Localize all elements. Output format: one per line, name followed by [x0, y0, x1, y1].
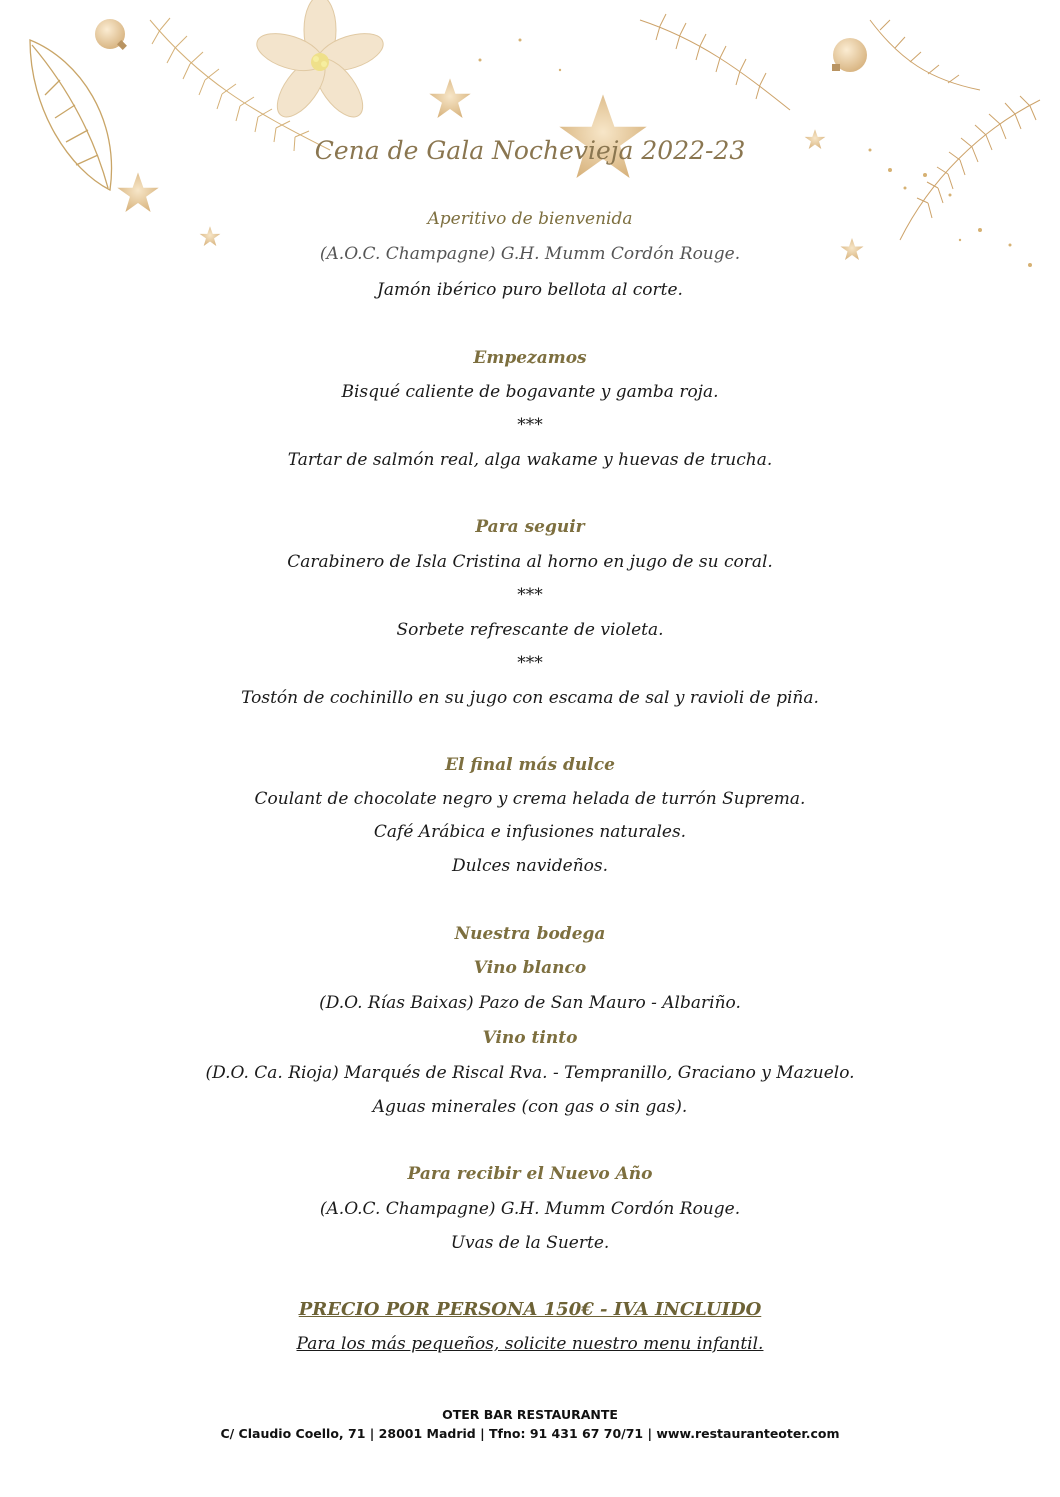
menu-item: Carabinero de Isla Cristina al horno en jugo de su coral.	[287, 552, 773, 572]
subheading-vino-tinto: Vino tinto	[482, 1028, 578, 1048]
menu-item: Uvas de la Suerte.	[450, 1233, 610, 1253]
section-heading-bodega: Nuestra bodega	[454, 924, 606, 944]
separator: ***	[517, 585, 543, 605]
menu-item: Tostón de cochinillo en su jugo con escama de sal y ravioli de piña.	[241, 688, 819, 708]
section-heading-aperitivo: Aperitivo de bienvenida	[427, 209, 633, 229]
menu-item: Bisqué caliente de bogavante y gamba roja.	[341, 382, 719, 402]
menu-item: Dulces navideños.	[451, 856, 609, 876]
star-icon	[117, 78, 863, 260]
subheading-vino-blanco: Vino blanco	[473, 958, 587, 978]
footer-restaurant-name: OTER BAR RESTAURANTE	[442, 1407, 618, 1422]
menu-item: Café Arábica e infusiones naturales.	[373, 822, 687, 842]
menu-item: (A.O.C. Champagne) G.H. Mumm Cordón Rouge.	[319, 244, 741, 264]
menu-item: Jamón ibérico puro bellota al corte.	[377, 280, 683, 300]
menu-item: (D.O. Rías Baixas) Pazo de San Mauro - Albariño.	[319, 993, 741, 1013]
footer-contact: C/ Claudio Coello, 71 | 28001 Madrid | Tfno: 91 431 67 70/71 | www.restauranteoter.com	[220, 1426, 840, 1441]
menu-item: Sorbete refrescante de violeta.	[396, 620, 664, 640]
menu-item: Tartar de salmón real, alga wakame y huevas de trucha.	[287, 450, 773, 470]
menu-item: (D.O. Ca. Rioja) Marqués de Riscal Rva. - Tempranillo, Graciano y Mazuelo.	[205, 1063, 855, 1083]
leaf-left-icon	[30, 40, 112, 190]
section-heading-para-seguir: Para seguir	[475, 517, 585, 537]
menu-item: (A.O.C. Champagne) G.H. Mumm Cordón Rouge.	[319, 1199, 741, 1219]
separator: ***	[517, 415, 543, 435]
price-line: PRECIO POR PERSONA 150€ - IVA INCLUIDO	[298, 1299, 762, 1320]
menu-item: Aguas minerales (con gas o sin gas).	[372, 1097, 688, 1117]
ornament-icon	[95, 19, 867, 72]
section-heading-final: El final más dulce	[445, 755, 615, 775]
poinsettia-icon	[252, 0, 387, 125]
kids-menu-note: Para los más pequeños, solicite nuestro menu infantil.	[296, 1334, 764, 1354]
section-heading-empezamos: Empezamos	[473, 348, 587, 368]
menu-title: Cena de Gala Nochevieja 2022-23	[314, 136, 746, 165]
menu-item: Coulant de chocolate negro y crema helada de turrón Suprema.	[254, 789, 806, 809]
separator: ***	[517, 653, 543, 673]
section-heading-nuevo-ano: Para recibir el Nuevo Año	[407, 1164, 653, 1184]
